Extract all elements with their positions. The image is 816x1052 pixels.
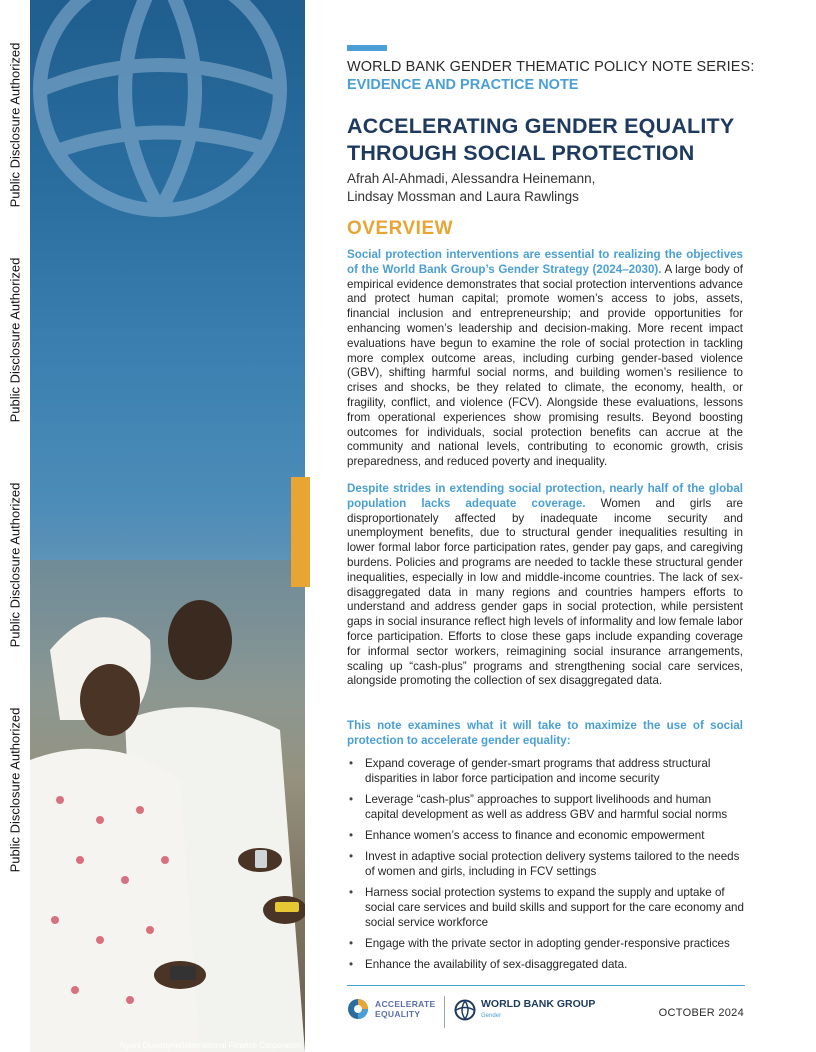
world-bank-group-logo	[454, 998, 595, 1022]
authors-line: Lindsay Mossman and Laura Rawlings	[347, 189, 579, 204]
bullet-icon: •	[349, 886, 354, 899]
disclosure-label: Public Disclosure Authorized	[7, 42, 23, 208]
list-item-text: Harness social protection systems to expand the supply and uptake of social care services and build skills and support for the care economy and social service workforce	[365, 886, 744, 929]
list-item-text: Enhance women’s access to finance and economic empowerment	[365, 829, 705, 842]
accelerate-equality-icon	[347, 998, 369, 1020]
overview-paragraph-3: This note examines what it will take to maximize the use of social protection to accelerate gender equality:	[347, 719, 743, 747]
logo-divider	[444, 996, 445, 1028]
bullet-icon: •	[349, 958, 354, 971]
authors-line: Afrah Al-Ahmadi, Alessandra Heinemann,	[347, 171, 596, 186]
paragraph-lead: Social protection interventions are essential to realizing the objectives of the World Bank Group’s Gender Strategy (2024–2030).	[347, 248, 743, 276]
list-item	[347, 828, 745, 843]
list-item-text: Invest in adaptive social protection delivery systems tailored to the needs of women and girls, including in FCV settings	[365, 850, 740, 878]
disclosure-margin	[0, 0, 30, 1052]
list-item-text: Expand coverage of gender-smart programs that address structural disparities in labor force participation and income security	[365, 757, 711, 785]
overview-heading: OVERVIEW	[347, 218, 454, 239]
world-bank-globe-icon	[454, 999, 476, 1021]
bullet-icon: •	[349, 757, 354, 770]
bullet-icon: •	[349, 937, 354, 950]
disclosure-label: Public Disclosure Authorized	[7, 707, 23, 873]
bullet-icon: •	[349, 850, 354, 863]
bullet-icon: •	[349, 793, 354, 806]
paragraph-lead: Despite strides in extending social protection, nearly half of the global population lacks adequate coverage.	[347, 482, 743, 510]
series-title: WORLD BANK GENDER THEMATIC POLICY NOTE SERIES:	[347, 59, 755, 75]
bullet-icon: •	[349, 829, 354, 842]
wbg-name: WORLD BANK GROUP	[481, 998, 596, 1010]
list-item	[347, 957, 745, 972]
logo-text-line: EQUALITY	[375, 1009, 421, 1019]
accent-bar	[347, 45, 387, 51]
list-item-text: Engage with the private sector in adopting gender-responsive practices	[365, 937, 730, 950]
list-item	[347, 849, 745, 879]
gold-tab	[291, 477, 310, 587]
authors	[347, 170, 747, 206]
overview-paragraph-2	[347, 482, 743, 689]
globe-watermark-icon	[40, 0, 280, 210]
disclosure-label: Public Disclosure Authorized	[7, 257, 23, 423]
wbg-subtitle: Gender	[481, 1013, 502, 1019]
overview-paragraph-1	[347, 248, 743, 470]
title-line: THROUGH SOCIAL PROTECTION	[347, 141, 695, 165]
publication-date: OCTOBER 2024	[658, 1007, 744, 1019]
list-item	[347, 756, 745, 786]
disclosure-label: Public Disclosure Authorized	[7, 482, 23, 648]
list-item-text: Leverage “cash-plus” approaches to support livelihoods and human capital development as well as address GBV and harmful social norms	[365, 793, 728, 821]
logo-text-line: ACCELERATE	[375, 999, 436, 1009]
accelerate-equality-logo	[347, 998, 435, 1020]
page-title	[347, 113, 767, 167]
series-subtitle: EVIDENCE AND PRACTICE NOTE	[347, 77, 579, 93]
footer-rule	[347, 985, 745, 986]
title-line: ACCELERATING GENDER EQUALITY	[347, 114, 735, 138]
paragraph-body: Women and girls are disproportionately affected by inadequate income security and unemployment benefits, due to structural gender inequalities resulting in lower formal labor force participation rates, gender pay gaps, and caregiving burdens. Policies and programs are needed to tackle these structural gender inequalities, especially in low and middle-income countries. The lack of sex-disaggregated data in many regions and countries hampers efforts to understand and address gender gaps in social protection, while persistent gaps in social insurance reflect high levels of informality and low female labor force participation. Efforts to close these gaps include expanding coverage for informal sector workers, reimagining social insurance arrangements, scaling up “cash-plus” programs and strengthening social care services, alongside promoting the collection of sex disaggregated data.	[347, 496, 744, 688]
list-item-text: Enhance the availability of sex-disaggregated data.	[365, 958, 628, 971]
photo-credit: Nyani Quarmyne/International Finance Corporation	[120, 1041, 301, 1050]
list-item	[347, 792, 745, 822]
list-item	[347, 936, 745, 951]
paragraph-body: A large body of empirical evidence demonstrates that social protection interventions advance and protect human capital; promote women’s access to jobs, assets, financial inclusion and entrepreneurship; and provide opportunities for enhancing women’s leadership and decision-making. More recent impact evaluations have begun to examine the role of social protection in tackling more complex outcome areas, including curbing gender-based violence (GBV), shifting harmful social norms, and building women’s resilience to crises and shocks, be they related to climate, the economy, health, or fragility, conflict, and violence (FCV). Alongside these evaluations, lessons from operational experiences show promising results. Beyond boosting outcomes for individuals, social protection benefits can accrue at the community and national levels, contributing to economic growth, crisis preparedness, and reduced poverty and inequality.	[347, 262, 743, 469]
recommendations-list	[347, 756, 745, 978]
photo-illustration	[30, 0, 305, 1052]
list-item	[347, 885, 745, 930]
cover-photo	[30, 0, 305, 1052]
